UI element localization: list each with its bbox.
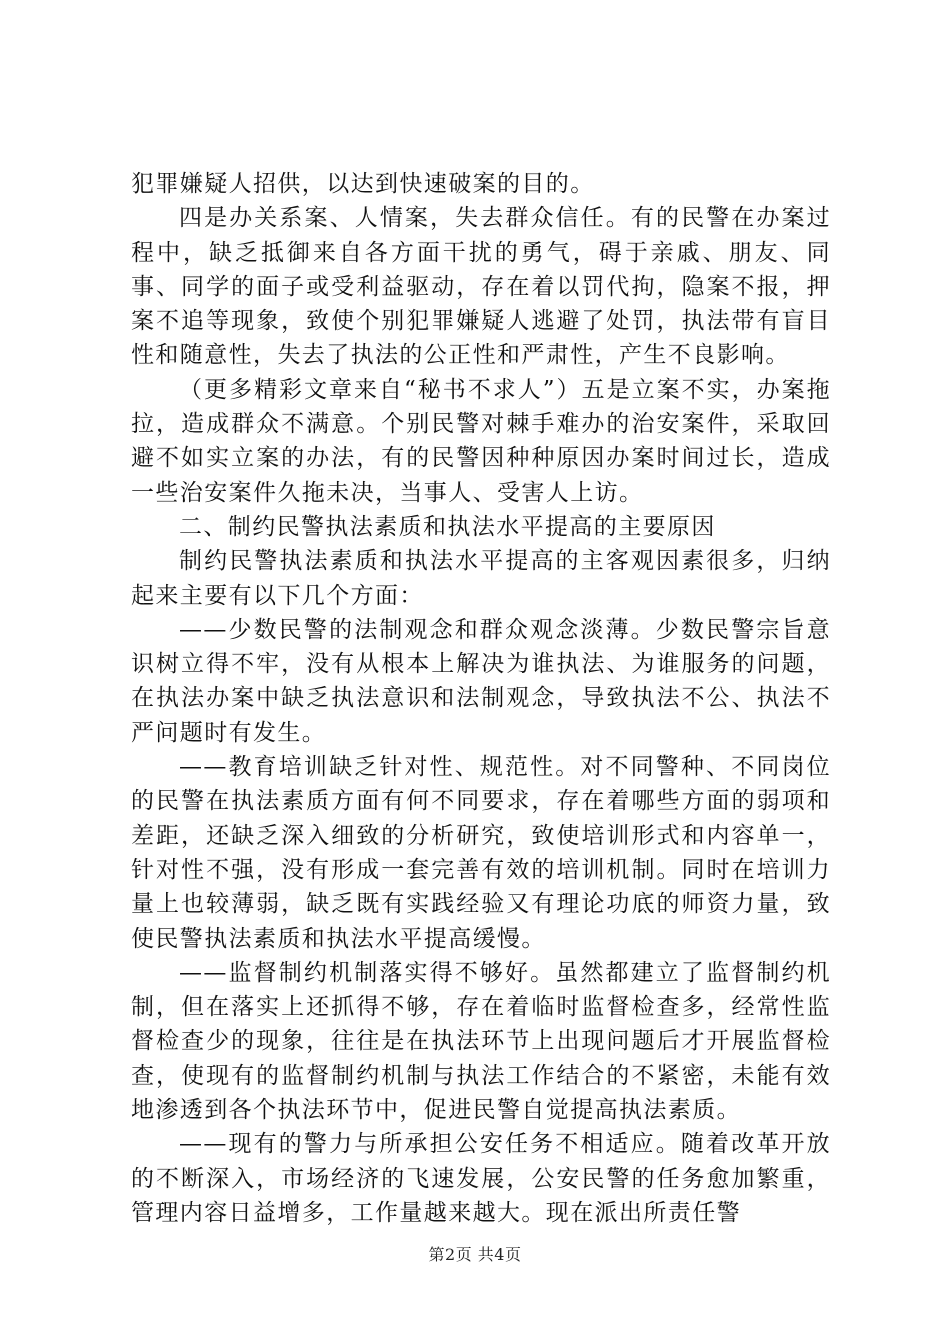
paragraph-3: （更多精彩文章来自“秘书不求人”）五是立案不实，办案拖拉，造成群众不满意。个别民警对棘手难办的治安案件，采取回避不如实立案的办法，有的民警因种种原因办案时间过长，造成一些治安案件久拖未决，当事人、受害人上访。 — [131, 376, 831, 506]
paragraph-9: ——现有的警力与所承担公安任务不相适应。随着改革开放的不断深入，市场经济的飞速发展，公安民警的任务愈加繁重，管理内容日益增多，工作量越来越大。现在派出所责任警 — [131, 1131, 831, 1226]
paragraph-5: 制约民警执法素质和执法水平提高的主客观因素很多，归纳起来主要有以下几个方面： — [131, 548, 831, 609]
paragraph-8: ——监督制约机制落实得不够好。虽然都建立了监督制约机制，但在落实上还抓得不够，存在着临时监督检查多，经常性监督检查少的现象，往往是在执法环节上出现问题后才开展监督检查，使现有的监督制约机制与执法工作结合的不紧密，未能有效地渗透到各个执法环节中，促进民警自觉提高执法素质。 — [131, 959, 831, 1124]
page-number-footer: 第2页 共4页 — [428, 1245, 522, 1264]
paragraph-6: ——少数民警的法制观念和群众观念淡薄。少数民警宗旨意识树立得不牢，没有从根本上解决为谁执法、为谁服务的问题，在执法办案中缺乏执法意识和法制观念，导致执法不公、执法不严问题时有发生。 — [131, 616, 831, 746]
paragraph-2: 四是办关系案、人情案，失去群众信任。有的民警在办案过程中，缺乏抵御来自各方面干扰的勇气，碍于亲戚、朋友、同事、同学的面子或受利益驱动，存在着以罚代拘，隐案不报，押案不追等现象，致使个别犯罪嫌疑人逃避了处罚，执法带有盲目性和随意性，失去了执法的公正性和严肃性，产生不良影响。 — [131, 205, 831, 369]
document-body — [131, 167, 831, 1230]
section-heading: 二、制约民警执法素质和执法水平提高的主要原因 — [179, 513, 716, 540]
paragraph-1: 犯罪嫌疑人招供，以达到快速破案的目的。 — [131, 171, 595, 197]
paragraph-7: ——教育培训缺乏针对性、规范性。对不同警种、不同岗位的民警在执法素质方面有何不同要求，存在着哪些方面的弱项和差距，还缺乏深入细致的分析研究，致使培训形式和内容单一，针对性不强，没有形成一套完善有效的培训机制。同时在培训力量上也较薄弱，缺乏既有实践经验又有理论功底的师资力量，致使民警执法素质和执法水平提高缓慢。 — [131, 754, 831, 952]
